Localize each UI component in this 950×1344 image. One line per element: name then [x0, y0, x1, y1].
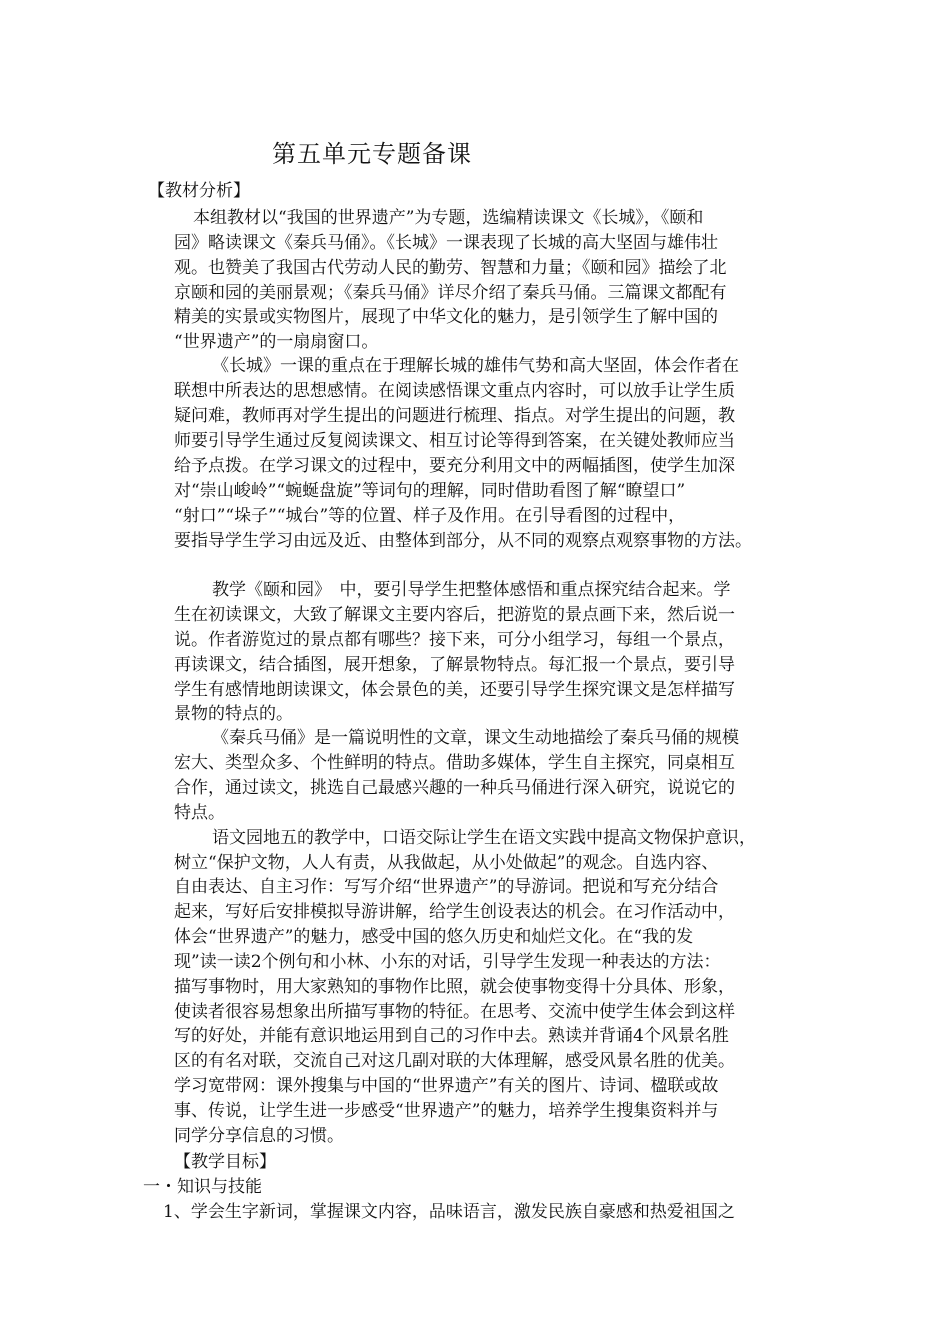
paragraph-line: 学习宽带网：课外搜集与中国的“世界遗产”有关的图片、诗词、楹联或故	[174, 1076, 719, 1096]
paragraph-line: 宏大、类型众多、个性鲜明的特点。借助多媒体，学生自主探究，同桌相互	[174, 753, 735, 773]
paragraph-line: 生在初读课文，大致了解课文主要内容后，把游览的景点画下来，然后说一	[174, 605, 735, 625]
paragraph-line: 联想中所表达的思想感情。在阅读感悟课文重点内容时，可以放手让学生质	[174, 381, 735, 401]
paragraph-line: 合作，通过读文，挑选自己最感兴趣的一种兵马俑进行深入研究，说说它的	[174, 778, 735, 798]
section-heading-analysis: 【教材分析】	[148, 181, 250, 201]
subsection-knowledge-skills: 一・知识与技能	[143, 1177, 262, 1197]
paragraph-line: 使读者很容易想象出所描写事物的特征。在思考、交流中使学生体会到这样	[174, 1002, 735, 1022]
paragraph-line: 精美的实景或实物图片，展现了中华文化的魅力，是引领学生了解中国的	[174, 307, 718, 327]
paragraph-line: 自由表达、自主习作：写写介绍“世界遗产”的导游词。把说和写充分结合	[174, 877, 719, 897]
paragraph-line: 观。也赞美了我国古代劳动人民的勤劳、智慧和力量；《颐和园》描绘了北	[174, 258, 727, 278]
paragraph-line: 体会“世界遗产”的魅力，感受中国的悠久历史和灿烂文化。在“我的发	[174, 927, 694, 947]
paragraph-line: 《长城》一课的重点在于理解长城的雄伟气势和高大坚固，体会作者在	[212, 356, 739, 376]
paragraph-line: 描写事物时，用大家熟知的事物作比照，就会使事物变得十分具体、形象，	[174, 977, 735, 997]
paragraph-line: 现”读一读2个例句和小林、小东的对话，引导学生发现一种表达的方法：	[174, 952, 721, 972]
paragraph-line: 本组教材以“我国的世界遗产”为专题，选编精读课文《长城》，《颐和	[193, 208, 704, 228]
paragraph-line: “射口”“垛子”“城台”等的位置、样子及作用。在引导看图的过程中，	[174, 506, 686, 526]
paragraph-line: 给予点拨。在学习课文的过程中，要充分利用文中的两幅插图，使学生加深	[174, 456, 735, 476]
paragraph-line: 《秦兵马俑》是一篇说明性的文章，课文生动地描绘了秦兵马俑的规模	[212, 728, 739, 748]
paragraph-line: 语文园地五的教学中，口语交际让学生在语文实践中提高文物保护意识，	[212, 828, 756, 848]
paragraph-line: 再读课文，结合插图，展开想象，了解景物特点。每汇报一个景点，要引导	[174, 655, 735, 675]
paragraph-line: 说。作者游览过的景点都有哪些？接下来，可分小组学习，每组一个景点，	[174, 630, 735, 650]
goal-item: 1、学会生字新词，掌握课文内容，品味语言，激发民族自豪感和热爱祖国之	[163, 1202, 735, 1222]
paragraph-line: 区的有名对联，交流自己对这几副对联的大体理解，感受风景名胜的优美。	[174, 1051, 735, 1071]
paragraph-line: 写的好处，并能有意识地运用到自己的习作中去。熟读并背诵4个风景名胜	[174, 1026, 729, 1046]
paragraph-line: 疑问难，教师再对学生提出的问题进行梳理、指点。对学生提出的问题，教	[174, 406, 735, 426]
paragraph-line: 树立“保护文物，人人有责，从我做起，从小处做起”的观念。自选内容、	[174, 853, 719, 873]
page-title: 第五单元专题备课	[272, 140, 472, 168]
paragraph-line: 教学《颐和园》 中，要引导学生把整体感悟和重点探究结合起来。学	[212, 580, 731, 600]
paragraph-line: 师要引导学生通过反复阅读课文、相互讨论等得到答案，在关键处教师应当	[174, 431, 735, 451]
paragraph-line: 园》略读课文《秦兵马俑》。《长城》一课表现了长城的高大坚固与雄伟壮	[174, 233, 718, 253]
paragraph-line: 学生有感情地朗读课文，体会景色的美，还要引导学生探究课文是怎样描写	[174, 680, 735, 700]
paragraph-line: 要指导学生学习由远及近、由整体到部分，从不同的观察点观察事物的方法。	[174, 531, 752, 551]
section-heading-goals: 【教学目标】	[174, 1152, 276, 1172]
paragraph-line: 对“崇山峻岭”“蜿蜒盘旋”等词句的理解，同时借助看图了解“瞭望口”	[174, 481, 686, 501]
paragraph-line: 特点。	[174, 803, 225, 823]
paragraph-line: 事、传说，让学生进一步感受“世界遗产”的魅力，培养学生搜集资料并与	[174, 1101, 719, 1121]
paragraph-line: 起来，写好后安排模拟导游讲解，给学生创设表达的机会。在习作活动中，	[174, 902, 735, 922]
paragraph-line: 景物的特点的。	[174, 704, 293, 724]
paragraph-line: 同学分享信息的习惯。	[174, 1126, 344, 1146]
paragraph-line: “世界遗产”的一扇扇窗口。	[174, 332, 379, 352]
paragraph-line: 京颐和园的美丽景观；《秦兵马俑》详尽介绍了秦兵马俑。三篇课文都配有	[174, 283, 727, 303]
